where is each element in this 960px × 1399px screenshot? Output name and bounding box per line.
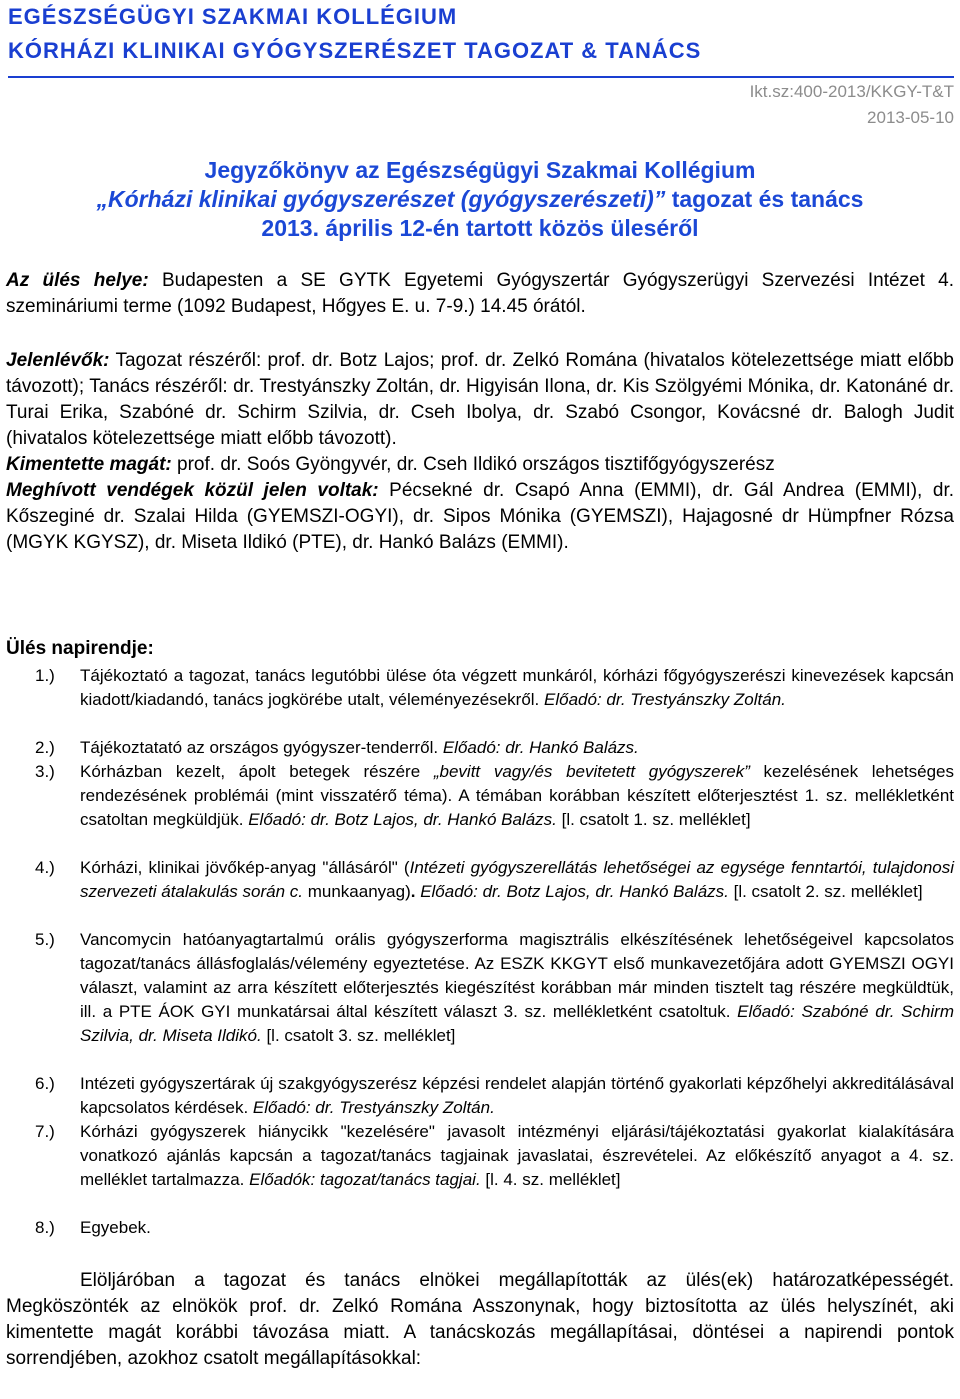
agenda-item-text: . [410, 882, 421, 901]
agenda-item-text: Tájékoztatató az országos gyógyszer-tenderről. [80, 738, 443, 757]
agenda-item-number: 7.) [35, 1122, 55, 1141]
agenda-item-presenter: Előadó: dr. Botz Lajos, dr. Hankó Balázs. [248, 810, 557, 829]
attendees-label: Jelenlévők: [6, 350, 110, 371]
agenda-item-attachment: [l. 4. sz. melléklet] [480, 1170, 621, 1189]
agenda-item-presenter: Előadók: tagozat/tanács tagjai. [249, 1170, 481, 1189]
agenda-item-presenter: Előadó: dr. Hankó Balázs. [442, 738, 639, 757]
closing-paragraph [6, 1268, 954, 1372]
agenda-item-text: kezelésének lehetséges rendezésének problémái (mint visszatérő téma). A témában korábban készített előterjesztést 1. sz. mellékletként csatoltan megküldjük. [80, 762, 954, 829]
agenda-item-topic: Intézeti gyógyszerellátás lehetőségei az egysége fenntartói, tulajdonosi szervezeti átalakulás során c. [80, 858, 955, 901]
agenda-item-text: Kórházi, klinikai jövőkép-anyag "állásáról" ( [80, 858, 410, 877]
agenda-item [6, 856, 954, 904]
agenda-item-presenter: Előadó: dr. Botz Lajos, dr. Hankó Balázs. [420, 882, 729, 901]
college-name: EGÉSZSÉGÜGYI SZAKMAI KOLLÉGIUM [8, 4, 458, 29]
attendees-block [6, 348, 954, 556]
agenda-item-number: 2.) [35, 738, 55, 757]
agenda-item [6, 1072, 954, 1120]
agenda-item [6, 928, 954, 1048]
agenda-item-number: 1.) [35, 666, 55, 685]
agenda-item-text: Vancomycin hatóanyagtartalmú orális gyógyszerforma magisztrális elkészítésének lehetőségeivel kapcsolatos tagozat/tanács állásfoglalás/vélemény egyeztetése. Az ESZK KKGYT első munkavezetőjára adott GYEMSZI OGYI választ, valamint az arra készített előterjesztés kiegészítést korábban már minden tisztelt tag részére megküldtük, ill. a PTE ÁOK GYI munkatársai által készített választ 3. sz. mellékletként csatoltuk. [80, 930, 954, 1021]
title-section-name: „Kórházi klinikai gyógyszerészet (gyógyszerészeti)” [96, 186, 666, 212]
agenda-heading: Ülés napirendje: [6, 638, 154, 659]
reference-number: Ikt.sz:400-2013/KKGY-T&T [749, 82, 954, 101]
document-title-line2 [0, 186, 960, 213]
agenda-item [6, 1216, 954, 1240]
agenda-item [6, 1120, 954, 1192]
agenda-item-number: 4.) [35, 858, 55, 877]
agenda-item-text: Kórházban kezelt, ápolt betegek részére [80, 762, 434, 781]
document-title-line1: Jegyzőkönyv az Egészségügyi Szakmai Kollégium [204, 157, 756, 183]
agenda-item-text: munkaanyag) [303, 882, 411, 901]
agenda-item-number: 8.) [35, 1218, 55, 1237]
guests-text: Pécsekné dr. Csapó Anna (EMMI), dr. Gál Andrea (EMMI), dr. Kőszeginé dr. Szalai Hilda (GYEMSZI-OGYI), dr. Sipos Mónika (GYEMSZI), Hajagosné dr Hümpfner Rózsa (MGYK KGYSZ), dr. Miseta Ildikó (PTE), dr. Hankó Balázs (EMMI). [6, 480, 954, 553]
agenda-item-presenter: Előadó: dr. Trestyánszky Zoltán. [252, 1098, 495, 1117]
agenda-item-attachment: [l. csatolt 1. sz. melléklet] [556, 810, 751, 829]
document-date: 2013-05-10 [867, 108, 954, 127]
agenda-item [6, 760, 954, 832]
agenda-item [6, 664, 954, 712]
attendees-text: Tagozat részéről: prof. dr. Botz Lajos; prof. dr. Zelkó Romána (hivatalos kötelezettsége miatt előbb távozott); Tanács részéről: dr. Trestyánszky Zoltán, dr. Higyisán Ilona, dr. Kis Szölgyémi Mónika, dr. Katonáné dr. Turai Erika, Szabóné dr. Schirm Szilvia, dr. Cseh Ibolya, dr. Szabó Csongor, Kovácsné dr. Balogh Judit (hivatalos kötelezettsége miatt előbb távozott). [6, 350, 954, 449]
agenda-item-attachment: [l. csatolt 3. sz. melléklet] [261, 1026, 456, 1045]
agenda-item-text: Egyebek. [80, 1218, 151, 1237]
location-text: Budapesten a SE GYTK Egyetemi Gyógyszertár Gyógyszerügyi Szervezési Intézet 4. szemináriumi terme (1092 Budapest, Hőgyes E. u. 7-9.) 14.45 órától. [6, 270, 955, 317]
excused-label: Kimentette magát: [6, 454, 172, 475]
agenda-item-topic: „bevitt vagy/és bevitetett gyógyszerek” [433, 762, 750, 781]
agenda-item-attachment: [l. csatolt 2. sz. melléklet] [728, 882, 923, 901]
excused-text: prof. dr. Soós Gyöngyvér, dr. Cseh Ildikó országos tisztifőgyógyszerész [171, 454, 775, 475]
document-title-line3: 2013. április 12-én tartott közös üleséről [261, 215, 699, 241]
agenda-item [6, 736, 954, 760]
agenda-item-presenter: Előadó: Szabóné dr. Schirm Szilvia, dr. Miseta Ildikó. [80, 1002, 954, 1045]
agenda-item-presenter: Előadó: dr. Trestyánszky Zoltán. [544, 690, 786, 709]
agenda-item-text: Tájékoztató a tagozat, tanács legutóbbi ülése óta végzett munkáról, kórházi főgyógyszerészi kinevezések kapcsán kiadott/kiadandó, tanács jogkörébe utalt, véleményezésekről. [80, 666, 954, 709]
agenda-item-number: 3.) [35, 762, 55, 781]
guests-label: Meghívott vendégek közül jelen voltak: [6, 480, 379, 501]
agenda-item-text: Kórházi gyógyszerek hiánycikk "kezelésére" javasolt intézményi eljárási/tájékoztatási gyakorlat kialakítására vonatkozó ajánlás kapcsán a tagozat/tanács tagjainak javaslatai, észrevételei. Az előkészítő anyagot a 4. sz. melléklet tartalmazza. [80, 1122, 954, 1189]
closing-text: Elöljáróban a tagozat és tanács elnökei megállapították az ülés(ek) határozatképességét. Megköszönték az elnökök prof. dr. Zelkó Romána Asszonynak, hogy biztosította az ülés helyszínét, aki kimentette magát korábbi távozása miatt. A tanácskozás megállapításai, döntései a napirendi pontok sorrendjében, azokhoz csatolt megállapításokkal: [6, 1270, 954, 1369]
agenda-item-number: 5.) [35, 930, 55, 949]
agenda-item-text: Intézeti gyógyszertárak új szakgyógyszerész képzési rendelet alapján történő gyakorlati képzőhelyi akkreditálásával kapcsolatos kérdések. [80, 1074, 954, 1117]
section-name: KÓRHÁZI KLINIKAI GYÓGYSZERÉSZET TAGOZAT & TANÁCS [8, 38, 702, 63]
meeting-location [6, 268, 954, 320]
agenda-item-number: 6.) [35, 1074, 55, 1093]
location-label: Az ülés helye: [6, 270, 149, 291]
title-section-suffix: tagozat és tanács [665, 186, 864, 212]
header-divider [8, 76, 954, 78]
